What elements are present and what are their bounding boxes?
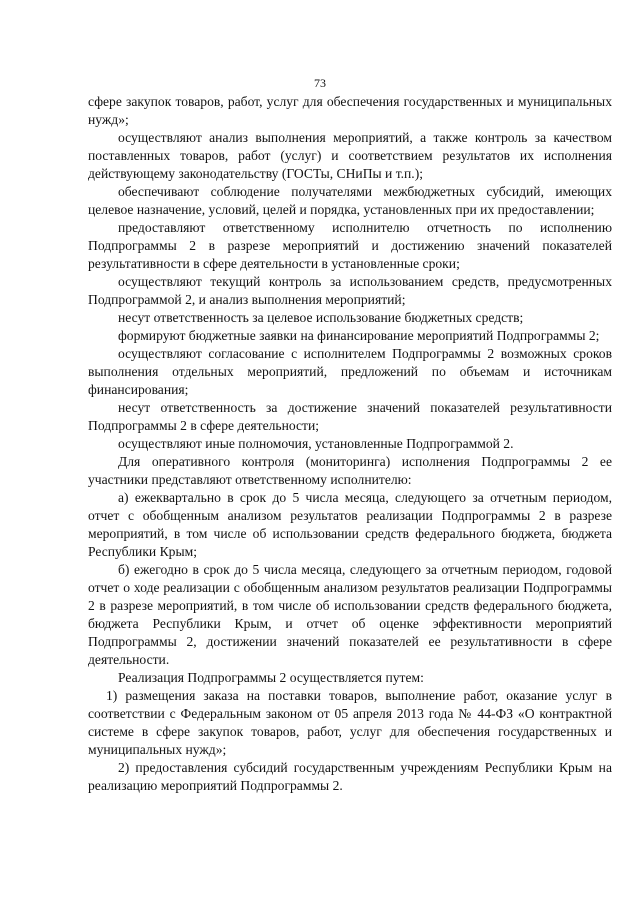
body-paragraph: сфере закупок товаров, работ, услуг для обеспечения государственных и муниципальных нужд»;	[88, 94, 612, 127]
body-paragraph: несут ответственность за целевое использование бюджетных средств;	[118, 310, 524, 325]
body-paragraph: 1) размещения заказа на поставки товаров, выполнение работ, оказание услуг в соответствии с Федеральным законом от 05 апреля 2013 года № 44-ФЗ «О контрактной системе в сфере закупок товаров, работ, услуг для обеспечения государственных и муниципальных нужд»;	[88, 688, 612, 757]
body-paragraph: Для оперативного контроля (мониторинга) исполнения Подпрограммы 2 ее участники представляют ответственному исполнителю:	[88, 454, 612, 487]
body-paragraph: осуществляют согласование с исполнителем Подпрограммы 2 возможных сроков выполнения отдельных мероприятий, предложений по объемам и источникам финансирования;	[88, 346, 612, 397]
page-number: 73	[314, 76, 326, 90]
body-paragraph: несут ответственность за достижение значений показателей результативности Подпрограммы 2 в сфере деятельности;	[88, 400, 612, 433]
body-paragraph: б) ежегодно в срок до 5 числа месяца, следующего за отчетным периодом, годовой отчет о ходе реализации с обобщенным анализом результатов реализации Подпрограммы 2 в разрезе мероприятий, в том числе об использовании средств федерального бюджета, бюджета Республики Крым, и отчет об оценке эффективности мероприятий Подпрограммы 2, достижении значений показателей ее результативности в сфере деятельности.	[88, 562, 612, 667]
body-paragraph: предоставляют ответственному исполнителю отчетность по исполнению Подпрограммы 2 в разрезе мероприятий и достижению значений показателей результативности в сфере деятельности в установленные сроки;	[88, 220, 612, 271]
body-paragraph: Реализация Подпрограммы 2 осуществляется путем:	[118, 670, 424, 685]
body-paragraph: осуществляют анализ выполнения мероприятий, а также контроль за качеством поставленных товаров, работ (услуг) и соответствием результатов их исполнения действующему законодательству (ГОСТы, СНиПы и т.п.);	[88, 130, 612, 181]
document-body	[88, 93, 612, 795]
body-paragraph: формируют бюджетные заявки на финансирование мероприятий Подпрограммы 2;	[118, 328, 600, 343]
body-paragraph: а) ежеквартально в срок до 5 числа месяца, следующего за отчетным периодом, отчет с обобщенным анализом результатов реализации Подпрограммы 2 в разрезе мероприятий, в том числе об использовании средств федерального бюджета, бюджета Республики Крым;	[88, 490, 612, 559]
body-paragraph: осуществляют текущий контроль за использованием средств, предусмотренных Подпрограммой 2, и анализ выполнения мероприятий;	[88, 274, 612, 307]
body-paragraph: осуществляют иные полномочия, установленные Подпрограммой 2.	[118, 436, 514, 451]
body-paragraph: обеспечивают соблюдение получателями межбюджетных субсидий, имеющих целевое назначение, условий, целей и порядка, установленных при их предоставлении;	[88, 184, 612, 217]
body-paragraph: 2) предоставления субсидий государственным учреждениям Республики Крым на реализацию мероприятий Подпрограммы 2.	[88, 760, 612, 793]
